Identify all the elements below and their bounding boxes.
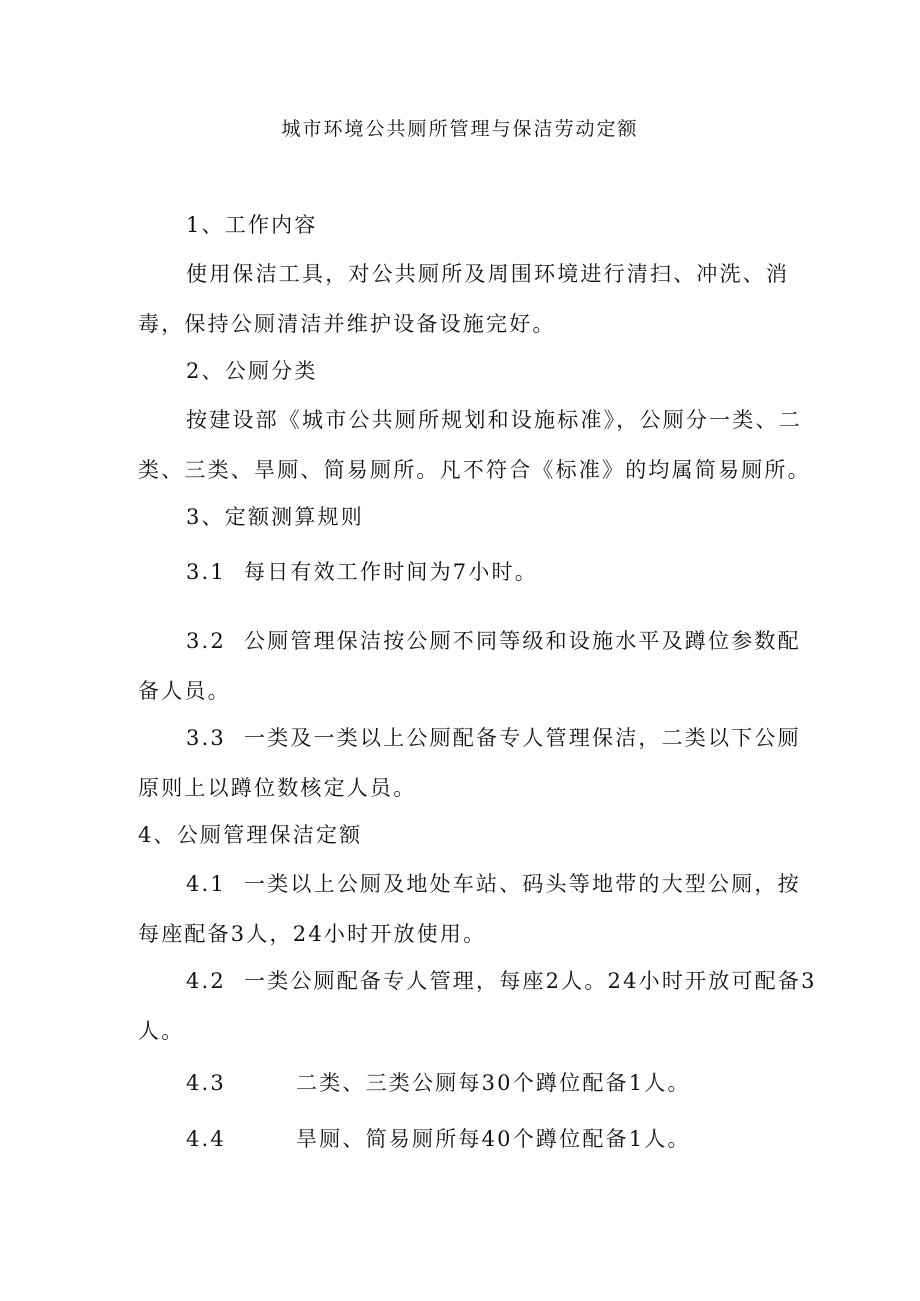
clause-number: 4.3 (186, 1071, 226, 1095)
clause-text: 旱厕、简易厕所每40个蹲位配备1人。 (296, 1127, 691, 1151)
section-3-heading: 3、定额测算规则 (186, 505, 364, 529)
clause-number: 4.2 (186, 969, 226, 993)
section-4-heading: 4、公厕管理保洁定额 (138, 823, 363, 847)
clause-text: 每日有效工作时间为7小时。 (244, 560, 538, 584)
clause-4-3 (186, 1068, 691, 1098)
clause-number: 4.4 (186, 1127, 226, 1151)
section-1-heading: 1、工作内容 (186, 213, 318, 237)
document-title: 城市环境公共厕所管理与保洁劳动定额 (281, 118, 639, 140)
clause-4-4 (186, 1124, 691, 1154)
clause-3-2 (138, 616, 818, 716)
section-2-heading: 2、公厕分类 (186, 359, 318, 383)
section-2-body: 按建设部《城市公共厕所规划和设施标准》，公厕分一类、二类、三类、旱厕、简易厕所。凡不符合《标准》的均属简易厕所。 (138, 408, 811, 482)
section-1-body: 使用保洁工具，对公共厕所及周围环境进行清扫、冲洗、消毒，保持公厕清洁并维护设备设施完好。 (138, 262, 790, 336)
clause-number: 3.3 (186, 726, 226, 750)
clause-text: 公厕管理保洁按公厕不同等级和设施水平及蹲位参数配备人员。 (138, 629, 801, 703)
clause-text: 一类以上公厕及地处车站、码头等地带的大型公厕，按每座配备3人，24小时开放使用。 (138, 872, 801, 946)
clause-number: 4.1 (186, 872, 226, 896)
clause-text: 二类、三类公厕每30个蹲位配备1人。 (296, 1071, 691, 1095)
clause-4-2 (138, 956, 818, 1056)
clause-text: 一类公厕配备专人管理，每座2人。24小时开放可配备3人。 (138, 969, 817, 1043)
clause-number: 3.2 (186, 629, 226, 653)
clause-3-3 (138, 713, 818, 813)
clause-3-1 (186, 557, 538, 587)
clause-number: 3.1 (186, 560, 226, 584)
clause-4-1 (138, 859, 818, 959)
clause-text: 一类及一类以上公厕配备专人管理保洁，二类以下公厕原则上以蹲位数核定人员。 (138, 726, 801, 800)
